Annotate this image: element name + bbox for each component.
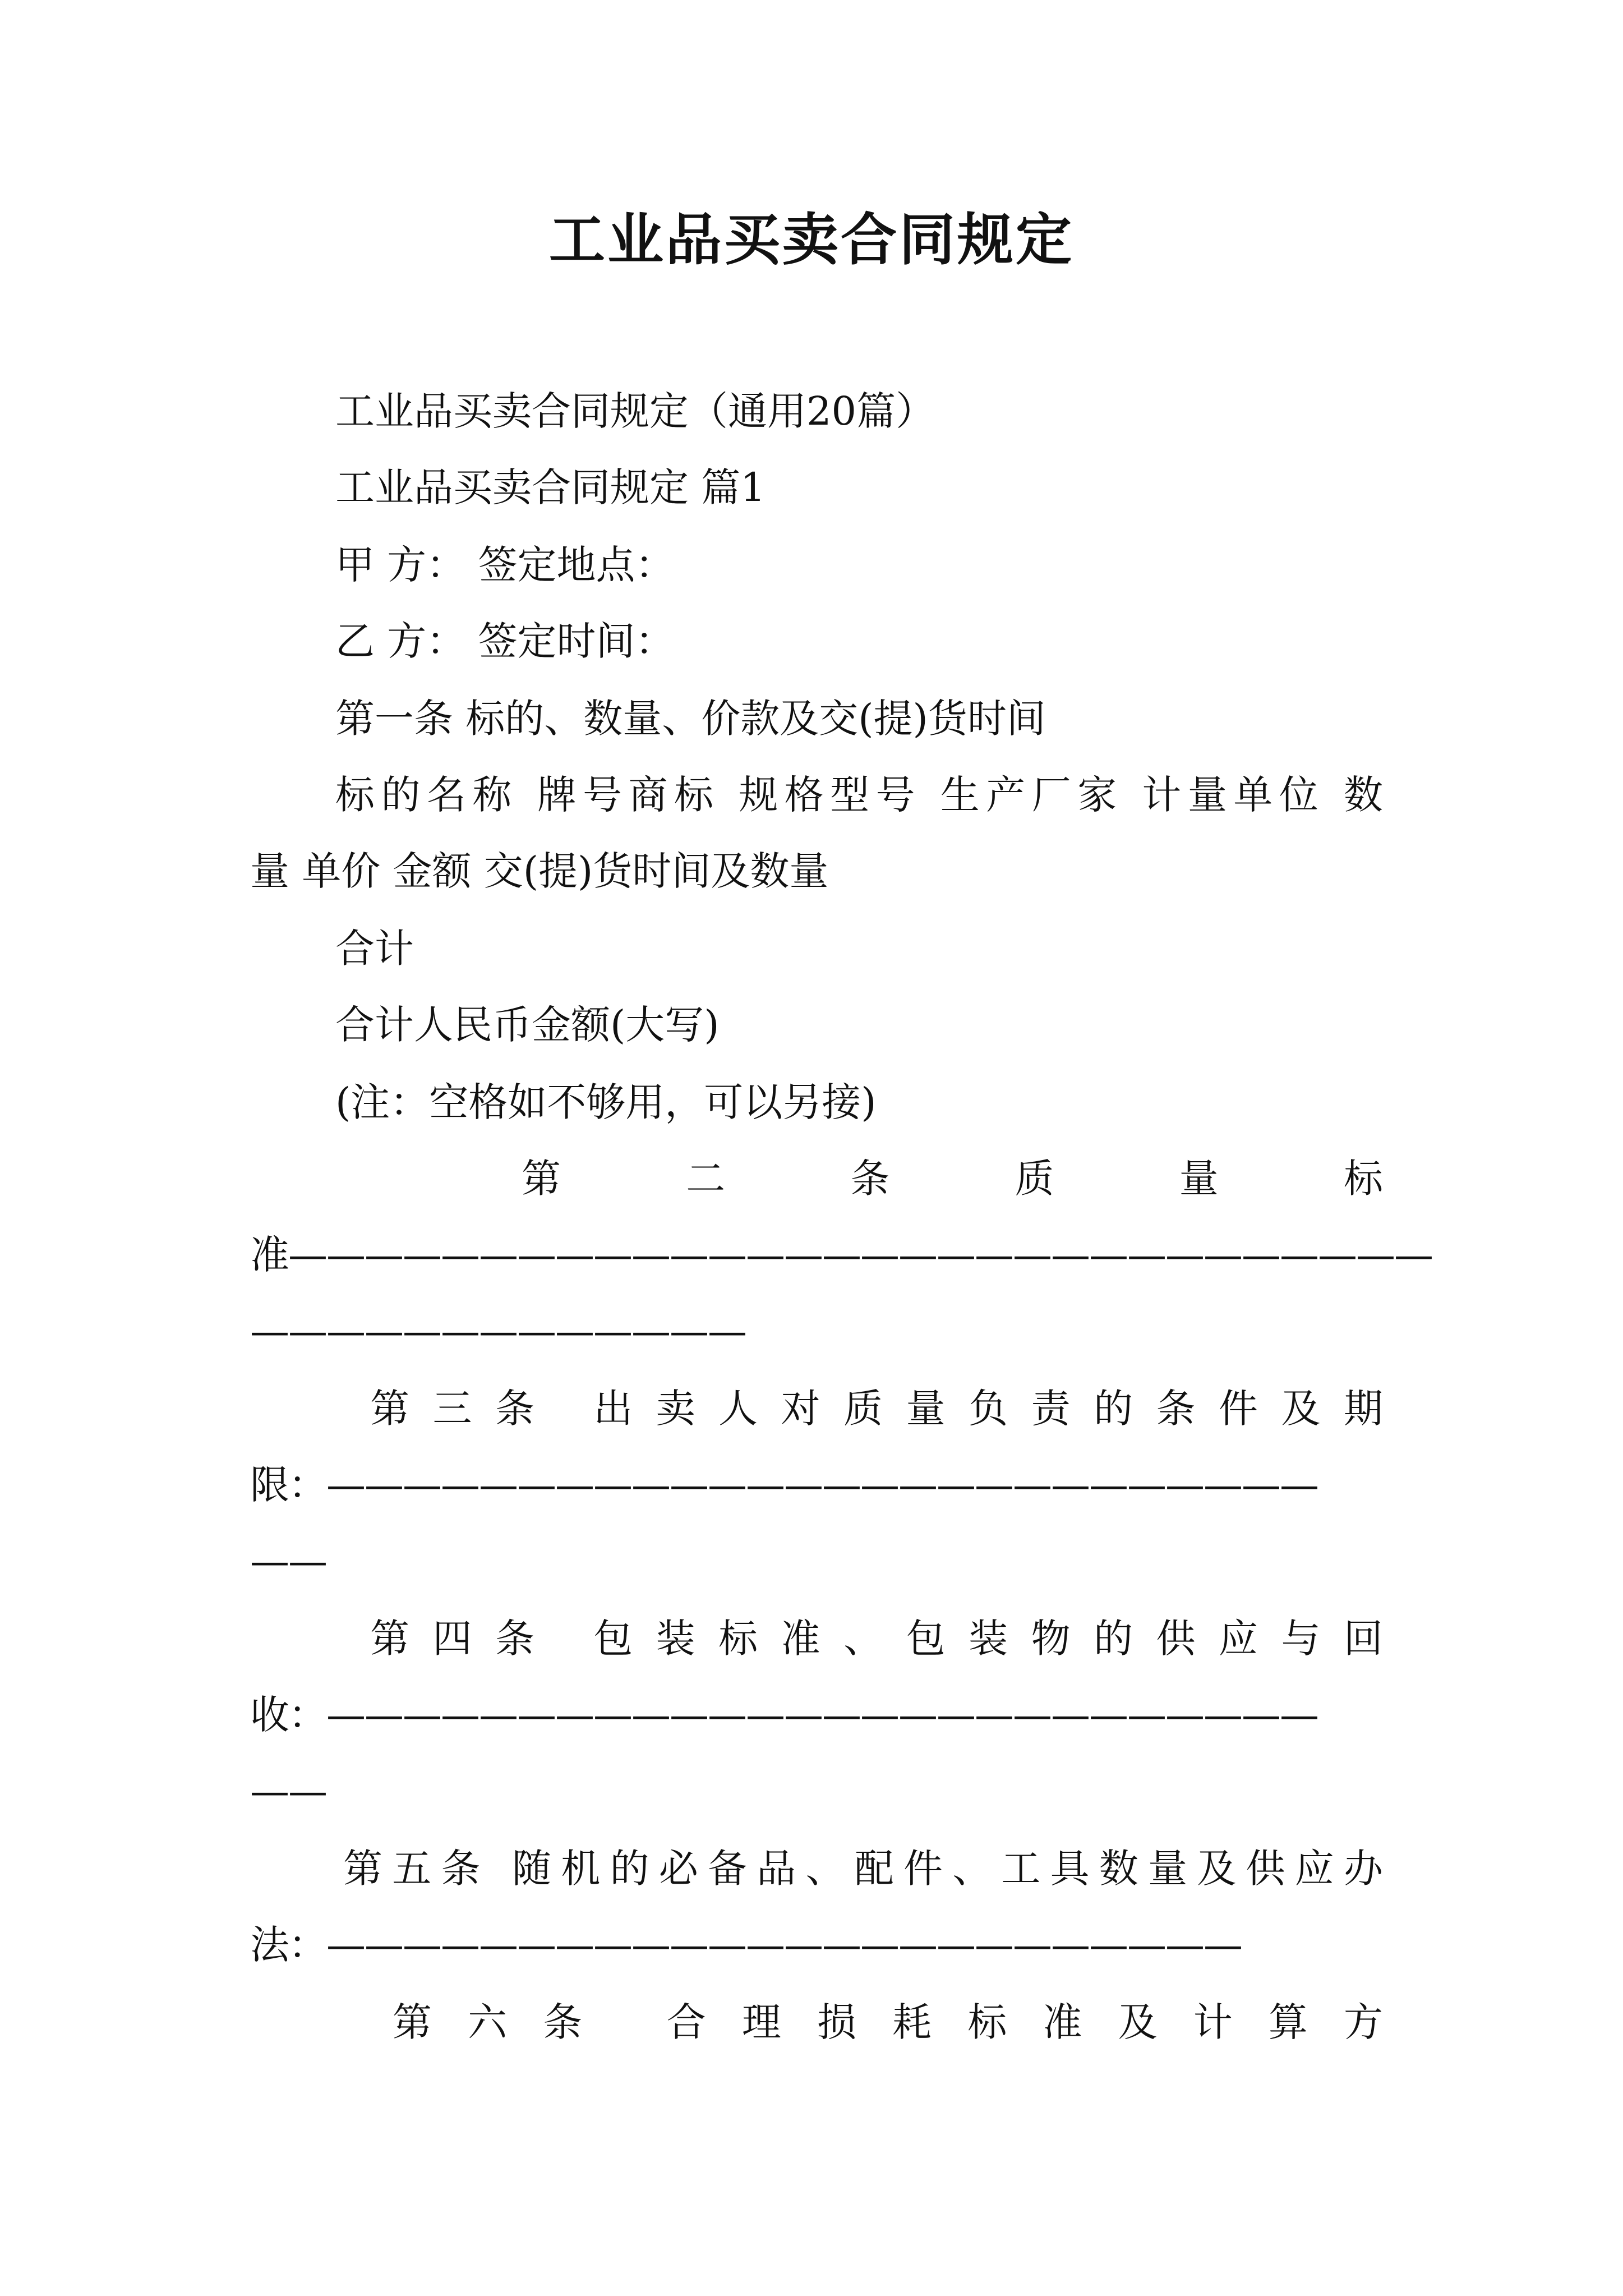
article-5-line-1: 第五条 随机的必备品、配件、工具数量及供应办	[343, 1846, 1383, 1892]
article-2-line-2: 准——————————————————————————————	[250, 1232, 1432, 1278]
document-title: 工业品买卖合同规定	[549, 207, 1074, 273]
article-4-line-1: 第四条 包装标准、包装物的供应与回	[370, 1616, 1383, 1662]
party-a-line: 甲 方： 签定地点：	[335, 542, 675, 588]
article-3-line-3: ——	[250, 1538, 326, 1584]
article-5-line-2: 法：————————————————————————	[250, 1922, 1242, 1968]
article-6-line-1: 第六条 合理损耗标准及计算方	[393, 1999, 1383, 2045]
note-line: (注：空格如不够用，可以另接)	[335, 1079, 877, 1125]
article-4-line-2: 收：——————————————————————————	[250, 1692, 1318, 1738]
article-3-line-1: 第三条 出卖人对质量负责的条件及期	[370, 1386, 1383, 1432]
article-2-line-1: 第 二 条 质 量 标	[522, 1156, 1383, 1202]
total-label: 合计	[335, 926, 414, 972]
document-subtitle: 工业品买卖合同规定（通用20篇）	[335, 388, 935, 434]
party-b-line: 乙 方： 签定时间：	[335, 618, 675, 664]
chapter-heading: 工业品买卖合同规定 篇1	[335, 464, 766, 510]
table-header-line-2: 量 单价 金额 交(提)货时间及数量	[250, 848, 829, 894]
total-rmb-label: 合计人民币金额(大写)	[335, 1002, 720, 1048]
article-4-line-3: ——	[250, 1768, 326, 1814]
article-2-line-3: —————————————	[250, 1308, 746, 1354]
table-header-line-1: 标的名称 牌号商标 规格型号 生产厂家 计量单位 数	[335, 772, 1383, 818]
article-1: 第一条 标的、数量、价款及交(提)货时间	[335, 696, 1046, 742]
article-3-line-2: 限：——————————————————————————	[250, 1462, 1318, 1508]
